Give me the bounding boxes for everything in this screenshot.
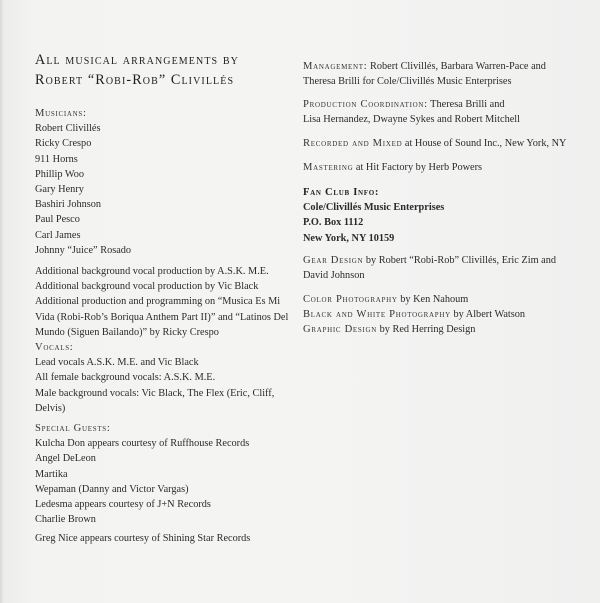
musician-name: Robert Clivillés: [35, 123, 101, 135]
bw-photo-text: by Albert Watson: [450, 309, 526, 321]
production-text-2: Lisa Hernandez, Dwayne Sykes and Robert Mitchell: [303, 114, 521, 126]
fanclub-line: Cole/Clivillés Music Enterprises: [303, 202, 445, 214]
musician-name: Gary Henry: [35, 184, 84, 196]
musician-name: Carl James: [35, 229, 81, 241]
additional-production-section: [35, 264, 288, 340]
color-photo-text: by Ken Nahoum: [397, 294, 469, 305]
graphic-design-heading: Graphic Design: [303, 324, 378, 336]
guest-line: Martika: [35, 468, 68, 480]
guest-line: Ledesma appears courtesy of J+N Records: [35, 499, 211, 511]
guest-line: Charlie Brown: [35, 514, 96, 526]
recorded-heading: Recorded and Mixed: [303, 138, 403, 149]
mastering-text: at Hit Factory by Herb Powers: [353, 162, 483, 173]
gear-text: by Robert “Robi-Rob” Clivillés, Eric Zim and: [363, 255, 557, 266]
musician-name: Bashiri Johnson: [35, 199, 102, 211]
additional-line: Vida (Robi-Rob’s Boriqua Anthem Part II)” and “Latinos Del: [35, 311, 289, 323]
vocals-line: Male background vocals: Vic Black, The Flex (Eric, Cliff,: [35, 387, 275, 399]
musicians-section: [35, 106, 131, 258]
management-text-2: Theresa Brilli for Cole/Clivillés Music Enterprises: [303, 76, 512, 88]
vocals-line: Lead vocals A.S.K. M.E. and Vic Black: [35, 357, 199, 369]
production-coordination-section: [303, 97, 520, 127]
recorded-section: [303, 136, 567, 151]
arrangements-title: [35, 50, 239, 90]
musician-name: Phillip Woo: [35, 168, 85, 180]
color-photo-heading: Color Photography: [303, 294, 398, 305]
management-section: [303, 59, 546, 89]
vocals-line: Delvis): [35, 402, 66, 414]
musician-name: Ricky Crespo: [35, 138, 92, 150]
mastering-section: [303, 160, 482, 175]
page-edge-shadow: [0, 0, 4, 603]
management-heading: Management:: [303, 61, 368, 72]
bw-photo-heading: Black and White Photography: [303, 309, 451, 321]
title-line-2: Robert “Robi-Rob” Clivillés: [35, 72, 235, 88]
musician-name: Johnny “Juice” Rosado: [35, 244, 132, 256]
guest-line: Wepaman (Danny and Victor Vargas): [35, 483, 189, 495]
additional-line: Additional background vocal production by Vic Black: [35, 281, 259, 293]
vocals-heading: Vocals:: [35, 342, 74, 353]
production-heading: Production Coordination:: [303, 99, 428, 110]
guest-line: Angel DeLeon: [35, 453, 96, 465]
musician-name: 911 Horns: [35, 153, 78, 165]
fanclub-heading: Fan Club Info:: [303, 187, 380, 198]
fanclub-line: P.O. Box 1112: [303, 217, 364, 229]
additional-line: Mundo (Siguen Bailando)” by Ricky Crespo: [35, 326, 219, 338]
vocals-section: [35, 340, 274, 416]
photography-section: [303, 292, 525, 338]
recorded-text: at House of Sound Inc., New York, NY: [402, 138, 567, 149]
guests-heading: Special Guests:: [35, 423, 111, 434]
graphic-design-text: by Red Herring Design: [377, 324, 476, 336]
production-text: Theresa Brilli and: [427, 99, 505, 110]
gear-heading: Gear Design: [303, 255, 364, 266]
musicians-heading: Musicians:: [35, 108, 87, 119]
special-guests-section: [35, 421, 250, 547]
vocals-line: All female background vocals: A.S.K. M.E.: [35, 372, 216, 384]
guest-line: Greg Nice appears courtesy of Shining Star Records: [35, 533, 251, 545]
gear-design-section: [303, 253, 556, 283]
fanclub-line: New York, NY 10159: [303, 232, 395, 244]
musician-name: Paul Pesco: [35, 214, 80, 226]
title-line-1: All musical arrangements by: [35, 52, 239, 68]
additional-line: Additional background vocal production by A.S.K. M.E.: [35, 266, 269, 277]
gear-text-2: David Johnson: [303, 270, 365, 282]
guest-line: Kulcha Don appears courtesy of Ruffhouse Records: [35, 438, 250, 450]
management-text: Robert Clivillés, Barbara Warren-Pace and: [367, 61, 546, 72]
fan-club-section: [303, 185, 444, 246]
additional-line: Additional production and programming on “Musica Es Mi: [35, 296, 281, 308]
mastering-heading: Mastering: [303, 162, 354, 173]
